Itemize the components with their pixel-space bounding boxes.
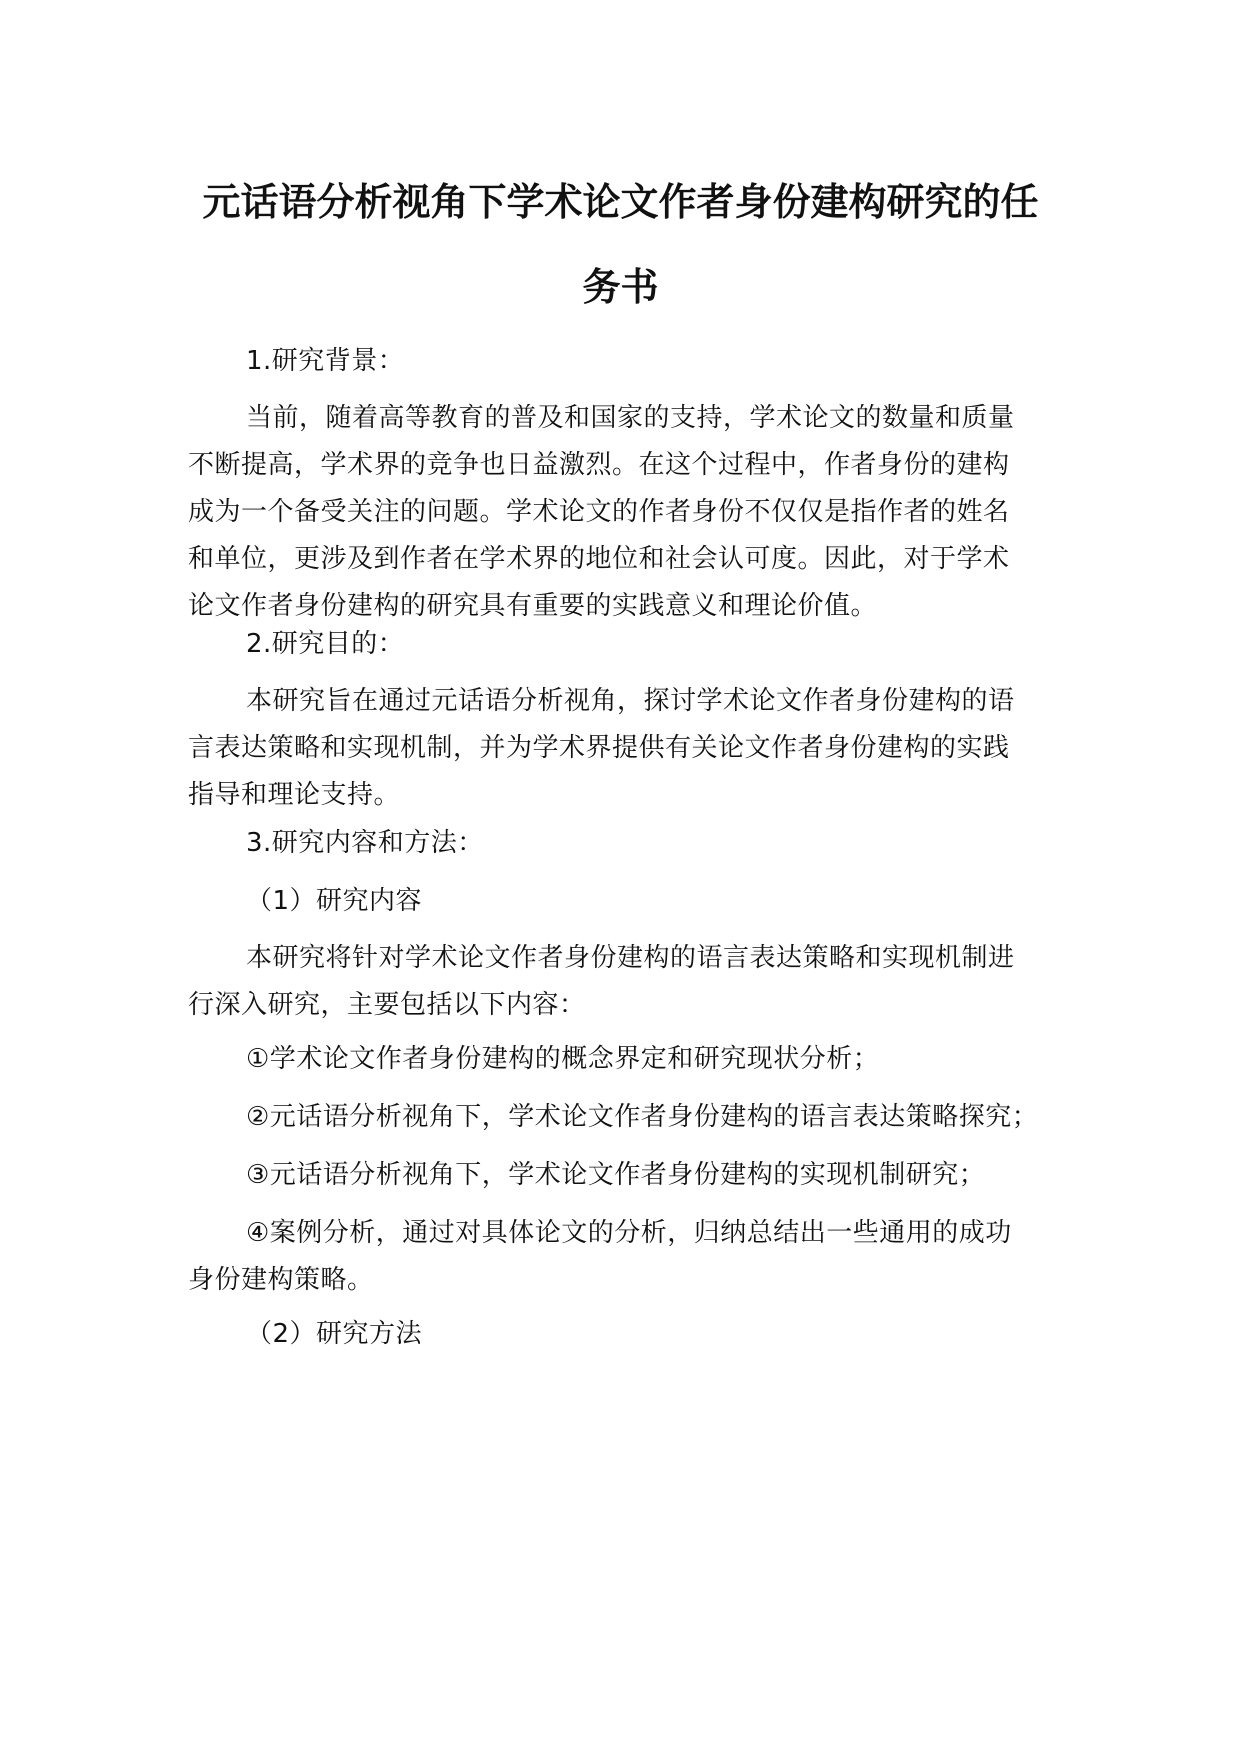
- section-2-heading: 2.研究目的：: [246, 629, 405, 659]
- paragraph-line: 言表达策略和实现机制，并为学术界提供有关论文作者身份建构的实践: [188, 733, 1010, 763]
- paragraph-line: 不断提高，学术界的竞争也日益激烈。在这个过程中，作者身份的建构: [188, 450, 1010, 480]
- list-item: ①学术论文作者身份建构的概念界定和研究现状分析；: [246, 1044, 880, 1074]
- paragraph-line: 论文作者身份建构的研究具有重要的实践意义和理论价值。: [188, 591, 878, 621]
- section-1-paragraph: [188, 395, 1068, 630]
- list-item: ④案例分析，通过对具体论文的分析，归纳总结出一些通用的成功 身份建构策略。: [188, 1218, 1012, 1295]
- paragraph-line: 指导和理论支持。: [188, 780, 401, 810]
- subsection-1-heading: （1）研究内容: [246, 886, 423, 916]
- paragraph-line: 成为一个备受关注的问题。学术论文的作者身份不仅仅是指作者的姓名: [188, 497, 1010, 527]
- subsection-1-paragraph: [188, 935, 1068, 1029]
- paragraph-line: 本研究将针对学术论文作者身份建构的语言表达策略和实现机制进: [246, 943, 1015, 973]
- section-2-paragraph: [188, 678, 1068, 819]
- paragraph-line: 当前，随着高等教育的普及和国家的支持，学术论文的数量和质量: [246, 403, 1015, 433]
- list-item: ③元话语分析视角下，学术论文作者身份建构的实现机制研究；: [246, 1160, 986, 1190]
- paragraph-line: 本研究旨在通过元话语分析视角，探讨学术论文作者身份建构的语: [246, 686, 1015, 716]
- subsection-2-heading: （2）研究方法: [246, 1319, 423, 1349]
- section-1-heading: 1.研究背景：: [246, 346, 405, 376]
- document-title-line-2: 务书: [582, 265, 659, 309]
- list-item: ②元话语分析视角下，学术论文作者身份建构的语言表达策略探究；: [246, 1102, 1039, 1132]
- paragraph-line: 和单位，更涉及到作者在学术界的地位和社会认可度。因此，对于学术: [188, 544, 1010, 574]
- paragraph-line: 行深入研究，主要包括以下内容：: [188, 990, 586, 1020]
- document-title-line-1: 元话语分析视角下学术论文作者身份建构研究的任: [202, 180, 1039, 224]
- section-3-heading: 3.研究内容和方法：: [246, 828, 484, 858]
